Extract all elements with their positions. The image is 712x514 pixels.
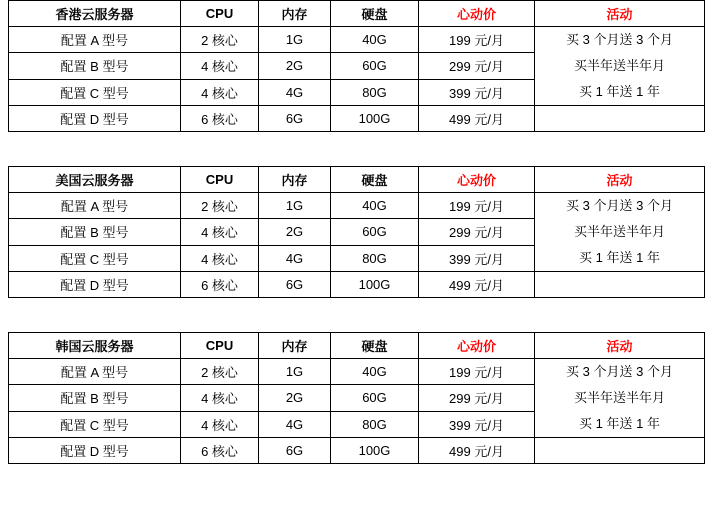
cell-promo-empty (535, 106, 705, 132)
cell-config-name: 配置 A 型号 (9, 193, 181, 219)
cell-disk: 100G (331, 272, 419, 298)
cell-cpu: 2 核心 (181, 359, 259, 385)
column-header-cpu: CPU (181, 1, 259, 27)
promo-line: 买 3 个月送 3 个月 (566, 364, 673, 379)
cell-disk: 60G (331, 53, 419, 79)
cell-promo (535, 27, 705, 106)
cell-price: 199 元/月 (419, 193, 535, 219)
pricing-table-hongkong (8, 0, 704, 132)
cell-disk: 40G (331, 359, 419, 385)
cell-config-name: 配置 D 型号 (9, 272, 181, 298)
cell-cpu: 4 核心 (181, 385, 259, 411)
cell-memory: 1G (259, 193, 331, 219)
cell-cpu: 6 核心 (181, 438, 259, 464)
column-header-disk: 硬盘 (331, 167, 419, 193)
table-header-row (9, 1, 705, 27)
cell-memory: 1G (259, 27, 331, 53)
cell-promo (535, 359, 705, 438)
cell-memory: 6G (259, 106, 331, 132)
promo-line: 买 1 年送 1 年 (579, 84, 660, 99)
table-row (9, 106, 705, 132)
table-row (9, 27, 705, 53)
cell-disk: 100G (331, 106, 419, 132)
column-header-promo: 活动 (535, 167, 705, 193)
cell-disk: 100G (331, 438, 419, 464)
cell-memory: 6G (259, 438, 331, 464)
table-spacer (0, 298, 712, 332)
cell-disk: 80G (331, 79, 419, 105)
cell-price: 499 元/月 (419, 272, 535, 298)
cell-price: 199 元/月 (419, 359, 535, 385)
cell-disk: 60G (331, 385, 419, 411)
cell-disk: 80G (331, 411, 419, 437)
table-header-row (9, 333, 705, 359)
cell-config-name: 配置 C 型号 (9, 245, 181, 271)
table-row (9, 193, 705, 219)
cell-memory: 2G (259, 385, 331, 411)
column-header-promo: 活动 (535, 333, 705, 359)
promo-line: 买半年送半年月 (573, 224, 665, 239)
price-table (8, 0, 705, 132)
promo-line: 买 1 年送 1 年 (579, 416, 660, 431)
promo-line: 买 3 个月送 3 个月 (566, 198, 673, 213)
column-header-price: 心动价 (419, 167, 535, 193)
column-header-memory: 内存 (259, 1, 331, 27)
cell-cpu: 2 核心 (181, 193, 259, 219)
column-header-cpu: CPU (181, 167, 259, 193)
table-row (9, 359, 705, 385)
pricing-table-usa (8, 166, 704, 298)
price-table (8, 166, 705, 298)
cell-memory: 6G (259, 272, 331, 298)
table-header-row (9, 167, 705, 193)
price-table (8, 332, 705, 464)
cell-cpu: 4 核心 (181, 79, 259, 105)
cell-config-name: 配置 A 型号 (9, 359, 181, 385)
table-row (9, 272, 705, 298)
cell-promo (535, 193, 705, 272)
cell-cpu: 6 核心 (181, 272, 259, 298)
cell-memory: 2G (259, 219, 331, 245)
column-header-price: 心动价 (419, 1, 535, 27)
cell-cpu: 4 核心 (181, 411, 259, 437)
promo-line: 买 1 年送 1 年 (579, 250, 660, 265)
column-header-disk: 硬盘 (331, 333, 419, 359)
cell-config-name: 配置 B 型号 (9, 219, 181, 245)
cell-price: 399 元/月 (419, 411, 535, 437)
cell-cpu: 4 核心 (181, 219, 259, 245)
pricing-table-korea (8, 332, 704, 464)
cell-cpu: 4 核心 (181, 245, 259, 271)
cell-price: 499 元/月 (419, 106, 535, 132)
cell-price: 499 元/月 (419, 438, 535, 464)
cell-config-name: 配置 D 型号 (9, 438, 181, 464)
table-spacer (0, 132, 712, 166)
cell-memory: 1G (259, 359, 331, 385)
cell-config-name: 配置 B 型号 (9, 53, 181, 79)
promo-line: 买 3 个月送 3 个月 (566, 32, 673, 47)
column-header-promo: 活动 (535, 1, 705, 27)
cell-config-name: 配置 D 型号 (9, 106, 181, 132)
cell-price: 399 元/月 (419, 245, 535, 271)
column-header-cpu: CPU (181, 333, 259, 359)
cell-config-name: 配置 A 型号 (9, 27, 181, 53)
cell-memory: 2G (259, 53, 331, 79)
cell-promo-empty (535, 272, 705, 298)
column-header-memory: 内存 (259, 333, 331, 359)
column-header-price: 心动价 (419, 333, 535, 359)
cell-price: 299 元/月 (419, 219, 535, 245)
cell-memory: 4G (259, 411, 331, 437)
cell-cpu: 6 核心 (181, 106, 259, 132)
cell-disk: 40G (331, 27, 419, 53)
promo-line: 买半年送半年月 (573, 390, 665, 405)
column-header-memory: 内存 (259, 167, 331, 193)
cell-config-name: 配置 C 型号 (9, 411, 181, 437)
cell-price: 199 元/月 (419, 27, 535, 53)
cell-cpu: 4 核心 (181, 53, 259, 79)
cell-memory: 4G (259, 245, 331, 271)
promo-line: 买半年送半年月 (573, 58, 665, 73)
cell-config-name: 配置 C 型号 (9, 79, 181, 105)
cell-price: 299 元/月 (419, 385, 535, 411)
table-title: 香港云服务器 (9, 1, 181, 27)
table-row (9, 438, 705, 464)
cell-disk: 80G (331, 245, 419, 271)
column-header-disk: 硬盘 (331, 1, 419, 27)
table-title: 美国云服务器 (9, 167, 181, 193)
cell-cpu: 2 核心 (181, 27, 259, 53)
cell-promo-empty (535, 438, 705, 464)
cell-disk: 40G (331, 193, 419, 219)
cell-memory: 4G (259, 79, 331, 105)
cell-config-name: 配置 B 型号 (9, 385, 181, 411)
cell-price: 299 元/月 (419, 53, 535, 79)
table-title: 韩国云服务器 (9, 333, 181, 359)
cell-price: 399 元/月 (419, 79, 535, 105)
cell-disk: 60G (331, 219, 419, 245)
